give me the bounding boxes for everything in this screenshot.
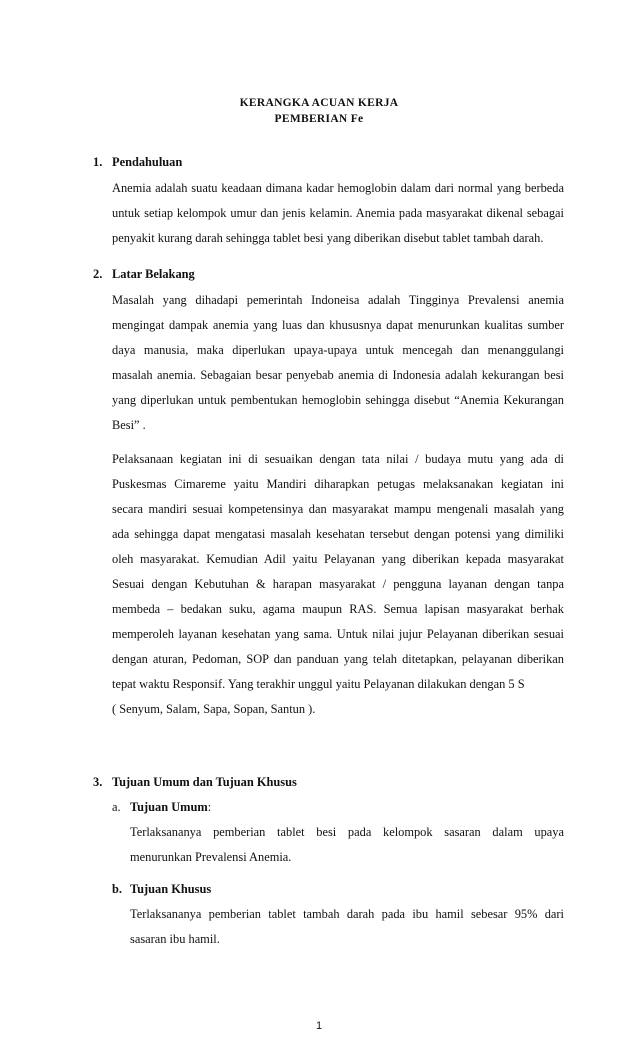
subsection-a-line: menurunkan Prevalensi Anemia.: [130, 850, 292, 864]
subsection-a-colon: :: [207, 800, 212, 814]
section-2-line: memperoleh layanan kesehatan yang sama. Untuk nilai jujur Pelayanan diberikan sesuai: [112, 627, 564, 641]
subsection-a-marker: a.: [112, 800, 121, 814]
subsection-a-line: Terlaksananya pemberian tablet besi pada kelompok sasaran dalam upaya: [130, 825, 564, 839]
section-2-line: secara mandiri sesuai kompetensinya dan masyarakat mampu mengenali masalah yang: [112, 502, 564, 516]
section-2-line: dengan aturan, Pedoman, SOP dan panduan yang telah ditetapkan, pelayanan diberikan: [112, 652, 564, 666]
section-2-line: Puskesmas Cimareme yaitu Mandiri diharapkan petugas melaksanakan kegiatan ini: [112, 477, 564, 491]
section-2-line: Besi” .: [112, 418, 146, 432]
section-1-heading: Pendahuluan: [112, 155, 183, 169]
section-2-line: tepat waktu Responsif. Yang terakhir unggul yaitu Pelayanan dilakukan dengan 5 S: [112, 677, 525, 691]
subsection-a-heading: [130, 800, 211, 815]
section-2-line: oleh masyarakat. Kemudian Adil yaitu Pelayanan yang diberikan kepada masyarakat: [112, 552, 564, 566]
section-1-line: untuk setiap kelompok umur dan jenis kelamin. Anemia pada masyarakat dikenal sebagai: [112, 206, 564, 220]
section-2-line: masalah anemia. Sebagaian besar penyebab anemia di Indonesia adalah kekurangan besi: [112, 368, 564, 382]
section-2-line: daya manusia, maka diperlukan upaya-upaya untuk mencegah dan menanggulangi: [112, 343, 564, 357]
subsection-a-title: Tujuan Umum: [130, 800, 208, 814]
section-1-line: Anemia adalah suatu keadaan dimana kadar hemoglobin dalam dari normal yang berbeda: [112, 181, 564, 195]
section-2-line: yang diperlukan untuk pembentukan hemoglobin sehingga disebut “Anemia Kekurangan: [112, 393, 564, 407]
section-2-line: membeda – bedakan suku, agama maupun RAS. Semua lapisan masyarakat berhak: [112, 602, 564, 616]
section-2-line: Pelaksanaan kegiatan ini di sesuaikan dengan tata nilai / budaya mutu yang ada di: [112, 452, 564, 466]
subsection-b-heading: Tujuan Khusus: [130, 882, 212, 896]
page-number: 1: [315, 1020, 323, 1032]
document-subtitle: PEMBERIAN Fe: [274, 113, 364, 125]
section-2-line: mengingat dampak anemia yang luas dan khususnya dapat menurunkan kualitas sumber: [112, 318, 564, 332]
section-2-line: ada sehingga dapat mengatasi masalah kesehatan tersebut dengan potensi yang dimiliki: [112, 527, 564, 541]
section-3-heading: Tujuan Umum dan Tujuan Khusus: [112, 775, 297, 789]
section-2-line: Sesuai dengan Kebutuhan & harapan masyarakat / pengguna layanan dengan tanpa: [112, 577, 564, 591]
section-2-line: Masalah yang dihadapi pemerintah Indoneisa adalah Tingginya Prevalensi anemia: [112, 293, 564, 307]
section-1-number: 1.: [93, 155, 103, 169]
section-1-line: penyakit kurang darah sehingga tablet besi yang diberikan disebut tablet tambah darah.: [112, 231, 544, 245]
section-2-heading: Latar Belakang: [112, 267, 195, 281]
subsection-b-line: Terlaksananya pemberian tablet tambah darah pada ibu hamil sebesar 95% dari: [130, 907, 564, 921]
subsection-b-marker: b.: [112, 882, 122, 896]
section-2-number: 2.: [93, 267, 103, 281]
subsection-b-line: sasaran ibu hamil.: [130, 932, 220, 946]
section-3-number: 3.: [93, 775, 103, 789]
document-title: KERANGKA ACUAN KERJA: [239, 97, 399, 109]
section-2-line: ( Senyum, Salam, Sapa, Sopan, Santun ).: [112, 702, 316, 716]
